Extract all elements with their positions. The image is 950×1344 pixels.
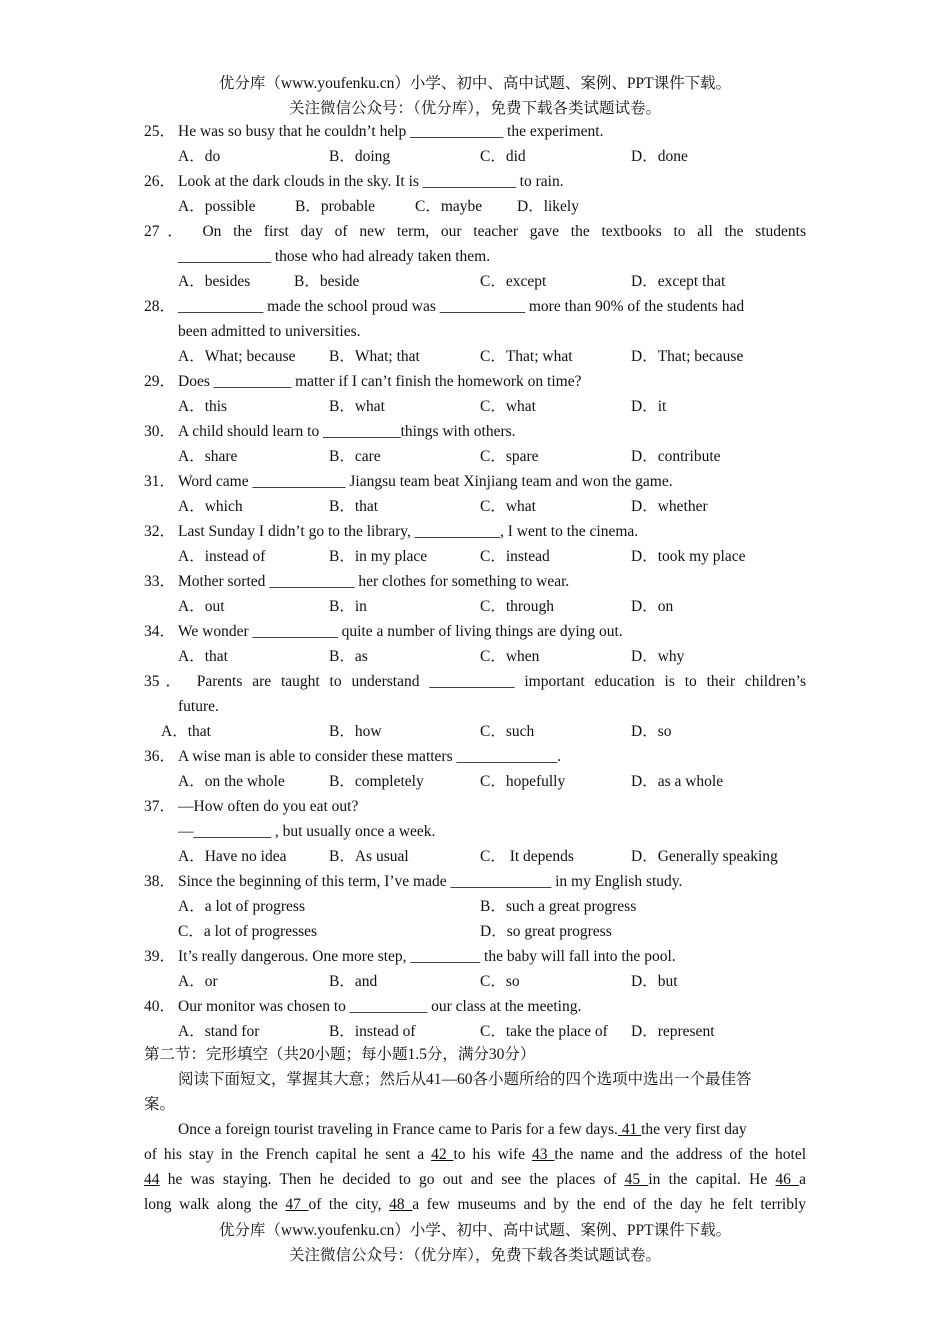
option-d: D．on: [631, 598, 674, 615]
passage-segment: of the city,: [308, 1196, 382, 1213]
question-number: 38．: [144, 873, 176, 890]
question-text: Look at the dark clouds in the sky. It is ____________ to rain.: [178, 173, 564, 190]
question-32-options: [144, 544, 806, 569]
option-a: A．on the whole: [178, 773, 285, 790]
option-d: D．likely: [517, 198, 579, 215]
option-c: C．except: [480, 273, 547, 290]
option-b: B．and: [329, 973, 378, 990]
question-text: —How often do you eat out?: [178, 798, 359, 815]
question-number: 32．: [144, 523, 176, 540]
passage-segment: the very first day: [641, 1121, 747, 1138]
question-text-continued: been admitted to universities.: [178, 323, 361, 340]
passage-line-1: [144, 1117, 806, 1142]
option-d: D．so: [631, 723, 672, 740]
question-text: It’s really dangerous. One more step, _________ the baby will fall into the pool.: [178, 948, 676, 965]
passage-segment: to his wife: [453, 1146, 526, 1163]
option-d: D．done: [631, 148, 688, 165]
question-number: 26．: [144, 173, 176, 190]
blank-42: 42: [431, 1146, 454, 1163]
question-number: 30．: [144, 423, 176, 440]
question-36-options: [144, 769, 806, 794]
option-c: C．instead: [480, 548, 550, 565]
option-a: A．out: [178, 598, 225, 615]
option-b: B．instead of: [329, 1023, 416, 1040]
question-35-options: [144, 719, 806, 744]
question-text: Does __________ matter if I can’t finish the homework on time?: [178, 373, 582, 390]
question-35-continued: [144, 694, 806, 719]
option-c: C．when: [480, 648, 540, 665]
question-text: Our monitor was chosen to __________ our class at the meeting.: [178, 998, 582, 1015]
option-b: B．as: [329, 648, 368, 665]
passage-text: [144, 1192, 806, 1217]
blank-44: 44: [144, 1171, 160, 1188]
blank-46: 46: [775, 1171, 800, 1188]
option-c: C．That; what: [480, 348, 573, 365]
question-text: A wise man is able to consider these matters _____________.: [178, 748, 562, 765]
question-39-options: [144, 969, 806, 994]
option-b: B．beside: [294, 273, 360, 290]
option-c: C． It depends: [480, 848, 574, 865]
option-a: A．share: [178, 448, 238, 465]
option-c: C．take the place of: [480, 1023, 608, 1040]
blank-41: 41: [617, 1121, 642, 1138]
question-28-options: [144, 344, 806, 369]
option-a: A．possible: [178, 198, 256, 215]
question-38-options-row-1: [144, 894, 806, 919]
option-c: C．spare: [480, 448, 539, 465]
blank-48: 48: [389, 1196, 413, 1213]
question-34: [144, 619, 806, 644]
option-b: B．in my place: [329, 548, 428, 565]
question-36: [144, 744, 806, 769]
section-title: 第二节：完形填空（共20小题；每小题1.5分，满分30分）: [144, 1046, 536, 1063]
question-33-options: [144, 594, 806, 619]
section-2-instructions-continued: [144, 1092, 806, 1117]
option-d: D．whether: [631, 498, 708, 515]
option-b: B．care: [329, 448, 381, 465]
option-c: C．what: [480, 398, 536, 415]
option-a: A．besides: [178, 273, 251, 290]
question-38: [144, 869, 806, 894]
page-footer-line-1: 优分库（www.youfenku.cn）小学、初中、高中试题、案例、PPT课件下载。: [218, 1222, 732, 1239]
question-40-options: [144, 1019, 806, 1044]
question-27-options: [144, 269, 806, 294]
option-a: A．What; because: [178, 348, 296, 365]
passage-segment: a few museums and by the end of the day he felt terribly: [412, 1196, 807, 1213]
option-a: A．that: [178, 648, 228, 665]
option-c: C．did: [480, 148, 526, 165]
option-a: A．instead of: [178, 548, 266, 565]
passage-segment: Once a foreign tourist traveling in France came to Paris for a few days.: [178, 1121, 618, 1138]
passage-text: [144, 1167, 806, 1192]
option-d: D．took my place: [631, 548, 746, 565]
question-37-options: [144, 844, 806, 869]
question-27-continued: [144, 244, 806, 269]
option-c: C．what: [480, 498, 536, 515]
option-b: B．that: [329, 498, 379, 515]
passage-line-4: [144, 1192, 806, 1217]
passage-text: [144, 1142, 806, 1167]
question-text: Word came ____________ Jiangsu team beat Xinjiang team and won the game.: [178, 473, 673, 490]
section-2-instructions: [144, 1067, 806, 1092]
option-d: D．contribute: [631, 448, 721, 465]
option-c: C．such: [480, 723, 535, 740]
question-25: [144, 119, 806, 144]
option-d: D．represent: [631, 1023, 715, 1040]
blank-43: 43: [531, 1146, 555, 1163]
question-31-options: [144, 494, 806, 519]
passage-line-2: [144, 1142, 806, 1167]
passage-segment: long walk along the: [144, 1196, 278, 1213]
question-40: [144, 994, 806, 1019]
question-text: He was so busy that he couldn’t help ____________ the experiment.: [178, 123, 604, 140]
option-b: B．What; that: [329, 348, 420, 365]
passage-line-3: [144, 1167, 806, 1192]
question-number: 36．: [144, 748, 176, 765]
option-a: A．which: [178, 498, 243, 515]
question-26-options: [144, 194, 806, 219]
option-d: D．it: [631, 398, 667, 415]
question-text-continued: future.: [178, 698, 219, 715]
blank-45: 45: [624, 1171, 649, 1188]
page-footer-line-2: 关注微信公众号：（优分库），免费下载各类试题试卷。: [288, 1247, 661, 1264]
option-b: B．such a great progress: [480, 898, 637, 915]
option-d: D．except that: [631, 273, 726, 290]
question-28: [144, 294, 806, 319]
question-text: 35． Parents are taught to understand ___________ important education is to their children’s: [144, 673, 806, 690]
page-header-line-1: 优分库（www.youfenku.cn）小学、初中、高中试题、案例、PPT课件下载。: [218, 75, 732, 92]
option-a: A．do: [178, 148, 221, 165]
question-34-options: [144, 644, 806, 669]
question-32: [144, 519, 806, 544]
question-text: We wonder ___________ quite a number of living things are dying out.: [178, 623, 623, 640]
option-d: D．Generally speaking: [631, 848, 778, 865]
passage-segment: a: [799, 1171, 807, 1188]
question-text: 27． On the first day of new term, our teacher gave the textbooks to all the students: [144, 223, 806, 240]
question-number: 34．: [144, 623, 176, 640]
question-30: [144, 419, 806, 444]
option-a: A．that: [161, 723, 211, 740]
option-d: D．as a whole: [631, 773, 724, 790]
question-number: 28．: [144, 298, 176, 315]
question-text: Since the beginning of this term, I’ve made _____________ in my English study.: [178, 873, 683, 890]
question-text-continued: ____________ those who had already taken them.: [178, 248, 491, 265]
option-b: B．doing: [329, 148, 391, 165]
question-number: 31．: [144, 473, 176, 490]
question-26: [144, 169, 806, 194]
option-d: D．so great progress: [480, 923, 612, 940]
question-37: [144, 794, 806, 819]
passage-segment: of his stay in the French capital he sent a: [144, 1146, 425, 1163]
question-29: [144, 369, 806, 394]
option-b: B．As usual: [329, 848, 409, 865]
option-a: A．or: [178, 973, 218, 990]
question-37-continued: [144, 819, 806, 844]
option-b: B．how: [329, 723, 382, 740]
instructions-text: 阅读下面短文，掌握其大意；然后从41—60各小题所给的四个选项中选出一个最佳答: [178, 1071, 752, 1088]
option-a: A．stand for: [178, 1023, 260, 1040]
question-number: 33．: [144, 573, 176, 590]
option-d: D．why: [631, 648, 685, 665]
question-35: [144, 669, 806, 694]
question-29-options: [144, 394, 806, 419]
question-text-continued: —__________ , but usually once a week.: [178, 823, 436, 840]
question-38-options-row-2: [144, 919, 806, 944]
question-31: [144, 469, 806, 494]
passage-segment: the name and the address of the hotel: [554, 1146, 807, 1163]
option-d: D．That; because: [631, 348, 744, 365]
question-number: 37．: [144, 798, 176, 815]
question-number: 25．: [144, 123, 176, 140]
section-2-title: [144, 1042, 806, 1067]
option-d: D．but: [631, 973, 678, 990]
passage-text: [178, 1117, 747, 1142]
question-30-options: [144, 444, 806, 469]
option-a: A．a lot of progress: [178, 898, 305, 915]
option-c: C．through: [480, 598, 555, 615]
option-b: B．probable: [295, 198, 376, 215]
question-25-options: [144, 144, 806, 169]
option-a: A．this: [178, 398, 228, 415]
question-39: [144, 944, 806, 969]
passage-segment: he was staying. Then he decided to go out and see the places of: [159, 1171, 617, 1188]
question-text: Last Sunday I didn’t go to the library, ___________, I went to the cinema.: [178, 523, 639, 540]
option-c: C．so: [480, 973, 520, 990]
question-27: [144, 219, 806, 244]
blank-47: 47: [285, 1196, 309, 1213]
option-c: C．maybe: [415, 198, 483, 215]
question-number: 29．: [144, 373, 176, 390]
page-header-line-2: 关注微信公众号：（优分库），免费下载各类试题试卷。: [288, 100, 661, 117]
question-33: [144, 569, 806, 594]
question-text: ___________ made the school proud was ___________ more than 90% of the students had: [178, 298, 745, 315]
question-text: A child should learn to __________things with others.: [178, 423, 516, 440]
instructions-text-continued: 案。: [144, 1096, 176, 1113]
question-text: Mother sorted ___________ her clothes for something to wear.: [178, 573, 570, 590]
question-number: 39．: [144, 948, 176, 965]
option-c: C．hopefully: [480, 773, 566, 790]
option-c: C．a lot of progresses: [178, 923, 318, 940]
question-number: 40．: [144, 998, 176, 1015]
passage-segment: in the capital. He: [648, 1171, 768, 1188]
option-b: B．in: [329, 598, 367, 615]
option-b: B．what: [329, 398, 385, 415]
option-b: B．completely: [329, 773, 424, 790]
question-28-continued: [144, 319, 806, 344]
option-a: A．Have no idea: [178, 848, 287, 865]
